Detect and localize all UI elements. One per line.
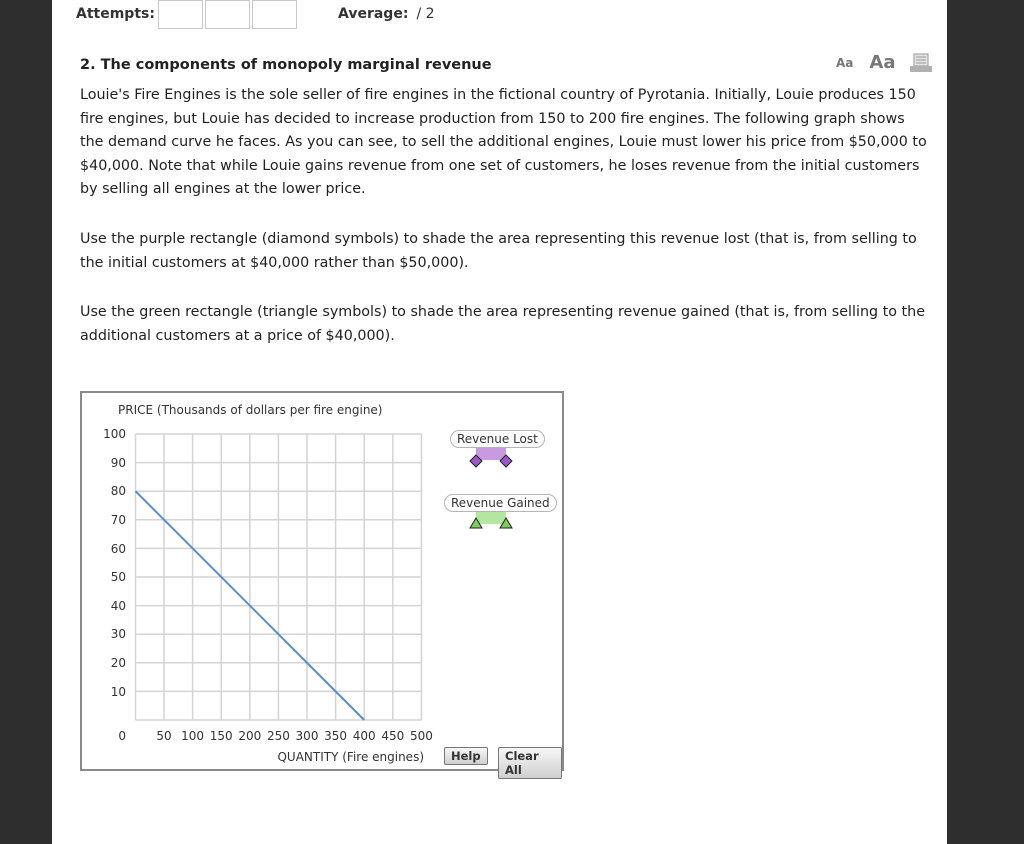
svg-text:150: 150 [209,729,233,743]
revenue-lost-tool[interactable] [470,447,512,467]
svg-text:400: 400 [352,729,376,743]
help-button[interactable]: Help [444,747,488,765]
svg-text:10: 10 [110,685,126,699]
svg-text:500: 500 [409,729,433,743]
question-page [52,0,947,844]
svg-text:30: 30 [110,627,126,641]
instruction-revenue-gained: Use the green rectangle (triangle symbols) to shade the area representing revenue gained (that is, from selling to the additional customers at a price of $40,000). [80,304,926,344]
attempt-box-2 [205,0,250,29]
svg-text:40: 40 [110,599,126,613]
decrease-text-size-button[interactable]: Aa [836,55,854,70]
svg-text:50: 50 [156,729,172,743]
text-tools [836,52,933,73]
revenue-lost-label[interactable]: Revenue Lost [450,430,545,448]
demand-chart[interactable] [82,393,562,769]
attempt-box-1 [158,0,203,29]
svg-text:50: 50 [110,570,126,584]
intro-paragraph: Louie's Fire Engines is the sole seller of fire engines in the fictional country of Pyrotania. Initially, Louie produces 150 fire engines, but Louie has decided to increase production from 150 to 200 fire engines. The following graph shows the demand curve he faces. As you can see, to sell the additional engines, Louie must lower his price from $50,000 to $40,000. Note that while Louie gains revenue from one set of customers, he loses revenue from the initial customers by selling all engines at the lower price. [80,87,927,197]
svg-text:250: 250 [266,729,290,743]
revenue-gained-label[interactable]: Revenue Gained [444,494,557,512]
clear-all-button[interactable]: Clear All [498,747,562,779]
svg-text:70: 70 [110,513,126,527]
average-label: Average: [338,6,409,22]
svg-text:100: 100 [103,427,126,441]
svg-text:20: 20 [110,656,126,670]
svg-text:450: 450 [381,729,405,743]
attempt-box-3 [252,0,297,29]
average-value: / 2 [416,6,435,22]
x-tick-labels [156,729,432,743]
svg-text:350: 350 [324,729,348,743]
y-axis-title: PRICE (Thousands of dollars per fire engine) [118,403,383,417]
svg-text:200: 200 [238,729,262,743]
graph-panel [80,391,564,777]
y-tick-labels [103,427,126,743]
attempts-label: Attempts: [76,6,155,22]
svg-text:100: 100 [181,729,205,743]
x-axis-title: QUANTITY (Fire engines) [277,750,424,764]
grid [136,434,422,720]
svg-text:60: 60 [110,542,126,556]
increase-text-size-button[interactable]: Aa [869,52,896,73]
average [338,6,435,22]
svg-text:0: 0 [118,729,126,743]
attempt-boxes [158,0,299,29]
question-title: 2. The components of monopoly marginal revenue [80,57,492,73]
instruction-revenue-lost: Use the purple rectangle (diamond symbols) to shade the area representing this revenue lost (that is, from selling to the initial customers at $40,000 rather than $50,000). [80,231,917,271]
revenue-gained-tool[interactable] [470,511,512,528]
svg-text:300: 300 [295,729,319,743]
svg-text:80: 80 [110,484,126,498]
svg-text:90: 90 [110,456,126,470]
printer-icon[interactable] [909,53,933,73]
